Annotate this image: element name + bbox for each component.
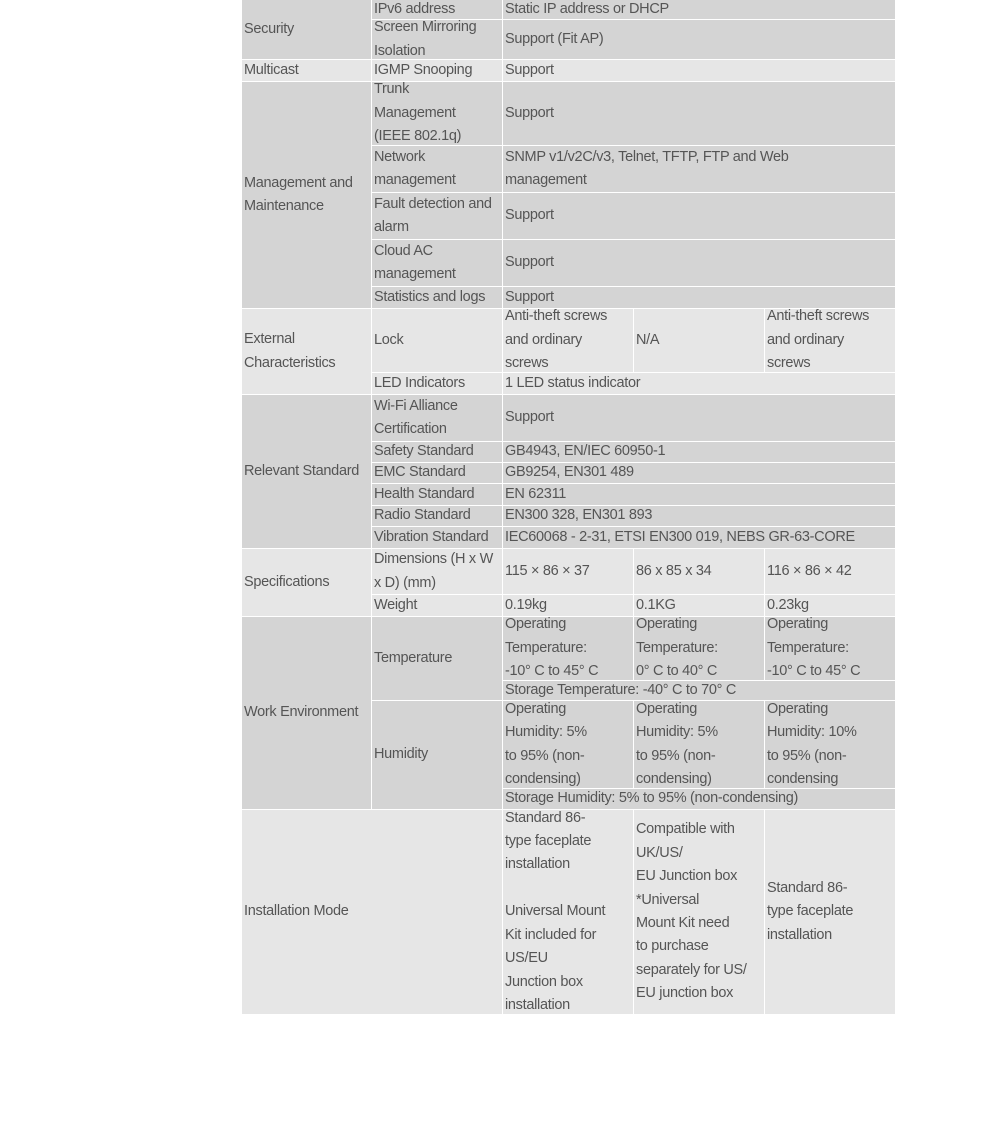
spec-label: Dimensions (H x W x D) (mm) <box>372 549 503 595</box>
spec-value: Operating Humidity: 10% to 95% (non- condensing <box>765 701 895 789</box>
spec-label: EMC Standard <box>372 463 503 484</box>
spec-value: Operating Temperature: -10° C to 45° C <box>503 617 634 681</box>
spec-value: EN 62311 <box>503 484 895 506</box>
category-specifications: Specifications <box>242 549 372 617</box>
table-row <box>372 442 895 463</box>
spec-label: Statistics and logs <box>372 287 503 309</box>
spec-value: IEC60068 - 2-31, ETSI EN300 019, NEBS GR-63-CORE <box>503 527 895 549</box>
spec-value: 0.19kg <box>503 595 634 617</box>
spec-label: IGMP Snooping <box>372 60 503 82</box>
spec-table <box>242 0 895 1015</box>
table-row <box>372 309 895 373</box>
table-row <box>372 527 895 549</box>
category-management: Management and Maintenance <box>242 82 372 309</box>
spec-label: Screen Mirroring Isolation <box>372 20 503 60</box>
category-security: Security <box>242 0 372 60</box>
spec-label: LED Indicators <box>372 373 503 395</box>
spec-label: Temperature <box>372 617 503 701</box>
spec-value: GB4943, EN/IEC 60950-1 <box>503 442 895 463</box>
spec-label: Wi-Fi Alliance Certification <box>372 395 503 442</box>
spec-value: Storage Humidity: 5% to 95% (non-condensing) <box>503 789 895 810</box>
spec-label: Fault detection and alarm <box>372 193 503 240</box>
spec-label: Cloud AC management <box>372 240 503 287</box>
group-external <box>242 309 895 395</box>
spec-value: EN300 328, EN301 893 <box>503 506 895 527</box>
spec-value: Operating Humidity: 5% to 95% (non- condensing) <box>503 701 634 789</box>
spec-value: Storage Temperature: -40° C to 70° C <box>503 681 895 701</box>
spec-value: Anti-theft screws and ordinary screws <box>765 309 895 373</box>
group-management <box>242 82 895 309</box>
spec-value: Support <box>503 82 895 146</box>
spec-label: Trunk Management (IEEE 802.1q) <box>372 82 503 146</box>
group-environment <box>242 617 895 810</box>
spec-value: Support <box>503 60 895 82</box>
spec-label: Safety Standard <box>372 442 503 463</box>
spec-value: 115 × 86 × 37 <box>503 549 634 595</box>
spec-value: Standard 86- type faceplate installation Universal Mount Kit included for US/EU Junction box installation <box>503 810 634 1015</box>
table-row-multicast <box>242 60 895 82</box>
spec-label: Radio Standard <box>372 506 503 527</box>
table-row <box>372 193 895 240</box>
spec-value: Operating Humidity: 5% to 95% (non- condensing) <box>634 701 765 789</box>
spec-value: 1 LED status indicator <box>503 373 895 395</box>
table-row <box>372 484 895 506</box>
spec-value: Compatible with UK/US/ EU Junction box *Universal Mount Kit need to purchase separately for US/ EU junction box <box>634 810 765 1015</box>
spec-label: Weight <box>372 595 503 617</box>
spec-value: Support <box>503 240 895 287</box>
spec-value: Support <box>503 193 895 240</box>
spec-value: 116 × 86 × 42 <box>765 549 895 595</box>
group-standard <box>242 395 895 549</box>
table-row-installation <box>242 810 895 1015</box>
spec-value: Anti-theft screws and ordinary screws <box>503 309 634 373</box>
spec-value: 0.23kg <box>765 595 895 617</box>
group-security <box>242 0 895 60</box>
table-row <box>372 549 895 595</box>
spec-label: Humidity <box>372 701 503 810</box>
spec-label: Vibration Standard <box>372 527 503 549</box>
spec-value: SNMP v1/v2C/v3, Telnet, TFTP, FTP and Web management <box>503 146 895 193</box>
category-external: External Characteristics <box>242 309 372 395</box>
category-multicast: Multicast <box>242 60 372 82</box>
spec-label: IPv6 address <box>372 0 503 20</box>
table-row <box>372 373 895 395</box>
spec-value: Support <box>503 395 895 442</box>
spec-value: Operating Temperature: 0° C to 40° C <box>634 617 765 681</box>
spec-value: Support (Fit AP) <box>503 20 895 60</box>
table-row <box>372 506 895 527</box>
spec-label: Health Standard <box>372 484 503 506</box>
spec-label: Lock <box>372 309 503 373</box>
spec-value: Support <box>503 287 895 309</box>
spec-value: Operating Temperature: -10° C to 45° C <box>765 617 895 681</box>
category-environment: Work Environment <box>242 617 372 810</box>
group-specifications <box>242 549 895 617</box>
table-row <box>372 463 895 484</box>
humidity-block <box>372 701 895 810</box>
table-row <box>503 617 895 681</box>
temperature-block <box>372 617 895 701</box>
table-row <box>372 20 895 60</box>
spec-value: N/A <box>634 309 765 373</box>
category-installation: Installation Mode <box>242 810 503 1015</box>
category-standard: Relevant Standard <box>242 395 372 549</box>
spec-value: Standard 86- type faceplate installation <box>765 810 895 1015</box>
table-row <box>372 146 895 193</box>
table-row <box>372 82 895 146</box>
spec-value: 86 x 85 x 34 <box>634 549 765 595</box>
spec-value: 0.1KG <box>634 595 765 617</box>
spec-value: GB9254, EN301 489 <box>503 463 895 484</box>
table-row <box>372 395 895 442</box>
table-row <box>503 701 895 789</box>
spec-value: Static IP address or DHCP <box>503 0 895 20</box>
spec-label: Network management <box>372 146 503 193</box>
table-row <box>372 240 895 287</box>
